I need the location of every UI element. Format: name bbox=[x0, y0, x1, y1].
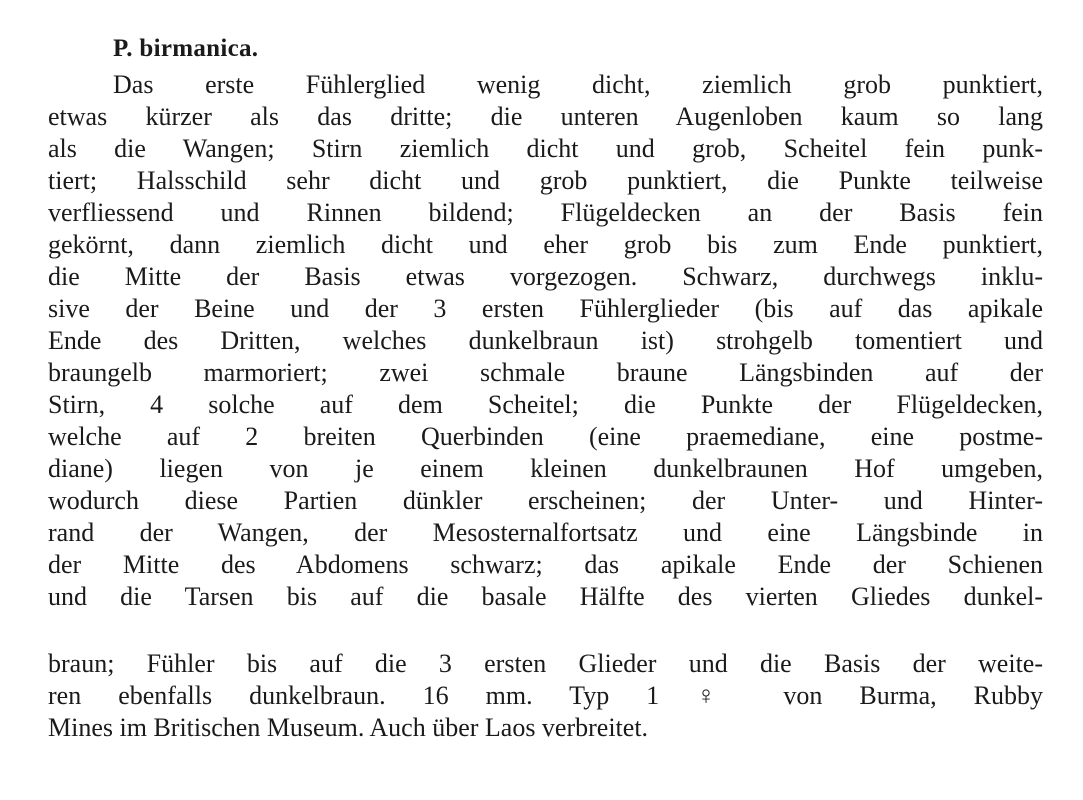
text-line: sive der Beine und der 3 ersten Fühlerglieder (bis auf das apikale bbox=[48, 294, 1043, 323]
text-line: welche auf 2 breiten Querbinden (eine praemediane, eine postme- bbox=[48, 422, 1043, 451]
text-line: verfliessend und Rinnen bildend; Flügeldecken an der Basis fein bbox=[48, 198, 1043, 227]
text-line: ren ebenfalls dunkelbraun. 16 mm. Typ 1 ♀ von Burma, Rubby bbox=[48, 681, 1043, 710]
text-line: Stirn, 4 solche auf dem Scheitel; die Punkte der Flügeldecken, bbox=[48, 390, 1043, 419]
text-line: diane) liegen von je einem kleinen dunkelbraunen Hof umgeben, bbox=[48, 454, 1043, 483]
text-line: Das erste Fühlerglied wenig dicht, ziemlich grob punktiert, bbox=[113, 70, 1043, 99]
text-line: Mines im Britischen Museum. Auch über Laos verbreitet. bbox=[48, 713, 649, 742]
text-line: braun; Fühler bis auf die 3 ersten Glieder und die Basis der weite- bbox=[48, 649, 1043, 678]
text-line: gekörnt, dann ziemlich dicht und eher grob bis zum Ende punktiert, bbox=[48, 230, 1043, 259]
text-line: braungelb marmoriert; zwei schmale braune Längsbinden auf der bbox=[48, 358, 1043, 387]
text-line: und die Tarsen bis auf die basale Hälfte des vierten Gliedes dunkel- bbox=[48, 582, 1043, 611]
text-line: tiert; Halsschild sehr dicht und grob punktiert, die Punkte teilweise bbox=[48, 166, 1043, 195]
text-line: Ende des Dritten, welches dunkelbraun ist) strohgelb tomentiert und bbox=[48, 326, 1043, 355]
text-line: der Mitte des Abdomens schwarz; das apikale Ende der Schienen bbox=[48, 550, 1043, 579]
text-line: rand der Wangen, der Mesosternalfortsatz und eine Längsbinde in bbox=[48, 518, 1043, 547]
text-line: etwas kürzer als das dritte; die unteren Augenloben kaum so lang bbox=[48, 102, 1043, 131]
text-line: die Mitte der Basis etwas vorgezogen. Schwarz, durchwegs inklu- bbox=[48, 262, 1043, 291]
text-line: wodurch diese Partien dünkler erscheinen; der Unter- und Hinter- bbox=[48, 486, 1043, 515]
species-heading: P. birmanica. bbox=[113, 35, 259, 62]
text-line: als die Wangen; Stirn ziemlich dicht und grob, Scheitel fein punk- bbox=[48, 134, 1043, 163]
